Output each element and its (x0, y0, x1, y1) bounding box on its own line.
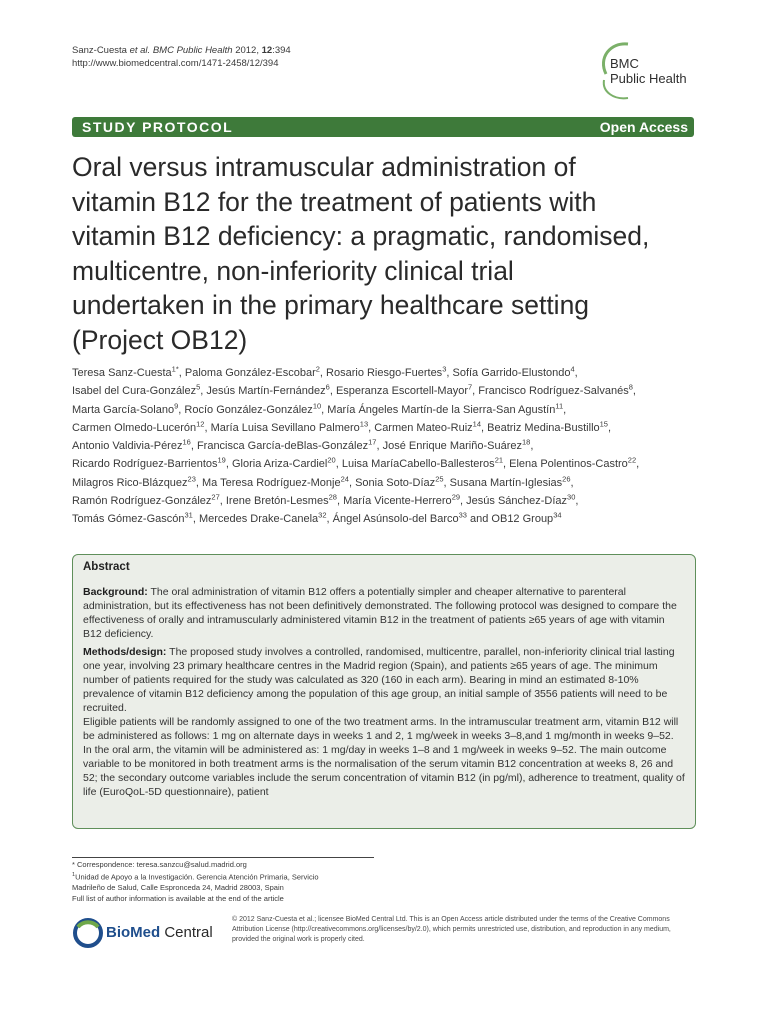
title-line: (Project OB12) (72, 324, 248, 355)
author-affiliation-sup: 11 (555, 400, 564, 410)
abstract-eligible (83, 715, 685, 799)
citation-line (72, 44, 291, 57)
affiliation-sup: 1 (72, 872, 76, 879)
author-affiliation-sup: 24 (340, 474, 349, 484)
author-affiliation-sup: 25 (435, 474, 444, 484)
citation-volume: 12 (261, 45, 273, 56)
author-affiliation-sup: 21 (494, 455, 504, 465)
abstract-box (72, 554, 696, 829)
affiliation-line1: Unidad de Apoyo a la Investigación. Gerencia Atención Primaria, Servicio (75, 872, 319, 882)
author-affiliation-sup: 18 (522, 437, 531, 447)
author-name: Teresa Sanz-Cuesta (72, 367, 172, 379)
author-affiliation-sup: 17 (368, 437, 377, 447)
open-access-label: Open Access (599, 119, 688, 135)
background-label: Background: (83, 586, 148, 598)
footnotes (72, 860, 402, 904)
author-name: Rosario Riesgo-Fuertes (326, 367, 443, 379)
author-name: Sonia Soto-Díaz (355, 476, 436, 489)
author-name: Susana Martín-Iglesias (449, 476, 563, 489)
author-affiliation-sup: 1* (171, 364, 179, 374)
author-name: José Enrique Mariño-Suárez (382, 440, 522, 453)
author-affiliation-sup: 12 (196, 419, 205, 429)
author-name: Francisca García-deBlas-González (196, 440, 369, 453)
citation-year: 2012, (235, 45, 259, 56)
author-affiliation-sup: 29 (451, 492, 461, 502)
author-affiliation-sup: 27 (211, 492, 220, 502)
methods-label: Methods/design: (83, 646, 167, 658)
biomed-central-logo (72, 916, 222, 950)
author-name: Mercedes Drake-Canela (198, 513, 319, 526)
author-affiliation-sup: 5 (196, 382, 201, 392)
author-name: Carmen Mateo-Ruiz (374, 421, 473, 434)
author-name: Ricardo Rodríguez-Barrientos (72, 458, 218, 471)
author-affiliation-sup: 28 (328, 492, 337, 502)
article-title (72, 150, 712, 357)
author-affiliation-sup: 19 (217, 455, 226, 465)
abstract-background (83, 585, 685, 641)
full-author-list-note: Full list of author information is available at the end of the article (72, 893, 284, 903)
author-name: Sofía Garrido-Elustondo (452, 367, 571, 379)
author-name: Jesús Sánchez-Díaz (466, 495, 568, 508)
author-name: María Ángeles Martín-de la Sierra-San Agustín (327, 403, 556, 416)
author-joiner: and (466, 513, 492, 526)
title-line: vitamin B12 for the treatment of patients with (72, 186, 597, 217)
author-affiliation-sup: 8 (628, 382, 633, 392)
abstract-methods (83, 645, 685, 715)
author-affiliation-sup: 7 (468, 382, 473, 392)
author-name: OB12 Group (491, 513, 554, 526)
author-name: Beatriz Medina-Bustillo (487, 421, 600, 434)
citation-url[interactable]: http://www.biomedcentral.com/1471-2458/12/394 (72, 58, 279, 69)
citation-header (72, 44, 291, 70)
author-name: Esperanza Escortell-Mayor (335, 385, 468, 398)
author-affiliation-sup: 15 (599, 419, 608, 429)
author-affiliation-sup: 33 (458, 510, 467, 520)
author-affiliation-sup: 31 (184, 510, 193, 520)
biomed-central-wordmark (106, 924, 213, 942)
author-name: Elena Polentinos-Castro (509, 458, 628, 471)
citation-journal: BMC Public Health (152, 45, 233, 56)
methods-text: The proposed study involves a controlled, randomised, multicentre, parallel, non-inferiority clinical trial lasting one year, involving 23 primary healthcare centres in the Madrid region (Spain), and patients ≥65 years of age. The minimum number of patients required for the study was calculated as 320 (160 in each arm). Bearing in mind an estimated 8-10% prevalence of vitamin B12 deficiency among the population of this age group, an initial sample of 3556 patients will need to be recruited. (83, 646, 675, 714)
author-affiliation-sup: 14 (472, 419, 482, 429)
author-affiliation-sup: 20 (327, 455, 336, 465)
author-name: Ramón Rodríguez-González (72, 495, 212, 508)
affiliation-note (72, 870, 402, 883)
author-affiliation-sup: 6 (325, 382, 330, 392)
journal-logo-line1: BMC (610, 56, 639, 71)
title-line: Oral versus intramuscular administration of (72, 152, 576, 182)
biomed-central-circle-icon (72, 917, 104, 949)
author-name: Milagros Rico-Blázquez (72, 476, 188, 489)
abstract-heading: Abstract (83, 561, 130, 573)
author-name: Irene Bretón-Lesmes (225, 495, 329, 508)
author-name: Rocío González-González (184, 403, 313, 416)
author-name: Isabel del Cura-González (72, 385, 197, 398)
author-name: Marta García-Solano (72, 403, 175, 416)
author-list: Teresa Sanz-Cuesta$^{1*}$, Paloma González-Escobar$^2$, Rosario Riesgo-Fuertes$^3$, Sofía Garrido-Elustondo$^4$, Isabel del Cura-González$^5$, Jesús Martín-Fernández$^6$, Esperanza Escortell-Mayor$^7$, Francisco Rodríguez-Salvanés$^8$, Marta García-Solano$^9$, Rocío González-González$^{10}$, María Ángeles Martín-de la Sierra-San Agustín$^{11}$, Carmen Olmedo-Lucerón$^{12}$, María Luisa Sevillano Palmero$^{13}$, Carmen Mateo-Ruiz$^{14}$, Beatriz Medina-Bustillo$^{15}$, Antonio Valdivia-Pérez$^{16}$, Francisca García-deBlas-González$^{17}$, José Enrique Mariño-Suárez$^{18}$, Ricardo Rodríguez-Barrientos$^{19}$, Gloria Ariza-Cardiel$^{20}$, Luisa MaríaCabello-Ballesteros$^{21}$, Elena Polentinos-Castro$^{22}$, Milagros Rico-Blázquez$^{23}$, Ma Teresa Rodríguez-Monje$^{24}$, Sonia Soto-Díaz$^{25}$, Susana Martín-Iglesias$^{26}$, Ramón Rodríguez-González$^{27}$, Irene Bretón-Lesmes$^{28}$, María Vicente-Herrero$^{29}$, Jesús Sánchez-Díaz$^{30}$, Tomás Gómez-Gascón$^{31}$, Mercedes Drake-Canela$^{32}$, Ángel Asúnsolo-del Barco$^{33}$ and OB12 Group$^{34}$ (72, 364, 640, 526)
affiliation-line2: Madrileño de Salud, Calle Espronceda 24, Madrid 28003, Spain (72, 883, 284, 893)
author-name: Francisco Rodríguez-Salvanés (478, 385, 629, 398)
author-name: Ma Teresa Rodríguez-Monje (202, 476, 341, 489)
citation-etal: et al. (129, 45, 151, 56)
article-type-banner (72, 117, 694, 137)
author-affiliation-sup: 10 (312, 400, 322, 410)
author-name: Ángel Asúnsolo-del Barco (332, 513, 459, 526)
author-affiliation-sup: 23 (187, 474, 196, 484)
correspondence-note: * Correspondence: teresa.sanzcu@salud.madrid.org (72, 860, 247, 869)
author-name: María Vicente-Herrero (343, 495, 452, 508)
eligible-text: Eligible patients will be randomly assigned to one of the two treatment arms. In the intramuscular treatment arm, vitamin B12 will be administered as follows: 1 mg on alternate days in weeks 1 and 2, 1 mg/week in weeks 3–8,and 1 mg/month in weeks 9–52. In the oral arm, the vitamin will be administered as: 1 mg/day in weeks 1–8 and 1 mg/week in weeks 9–52. The main outcome variable to be monitored in both treatment arms is the normalisation of the serum vitamin B12 concentration at weeks 8, 26 and 52; the secondary outcome variables include the serum concentration of vitamin B12 (in pg/ml), adherence to treatment, quality of life (EuroQoL-5D questionnaire), patient (83, 716, 685, 798)
author-name: Gloria Ariza-Cardiel (231, 458, 328, 471)
citation-article: :394 (272, 45, 291, 56)
author-affiliation-sup: 34 (553, 510, 562, 520)
author-affiliation-sup: 4 (570, 364, 575, 374)
author-affiliation-sup: 26 (562, 474, 571, 484)
author-affiliation-sup: 30 (567, 492, 576, 502)
journal-logo-line2: Public Health (610, 71, 687, 86)
article-type-label: STUDY PROTOCOL (82, 119, 234, 135)
biomed-word: BioMed (106, 924, 161, 941)
author-affiliation-sup: 2 (315, 364, 320, 374)
license-statement: © 2012 Sanz-Cuesta et al.; licensee BioMed Central Ltd. This is an Open Access article distributed under the terms of the Creative Commons Attribution License (http://creativecommons.org/licenses/by/2.0), which permits unrestricted use, distribution, and reproduction in any medium, provided the original work is properly cited. (232, 916, 671, 944)
journal-logo-text (610, 56, 687, 86)
author-name: María Luisa Sevillano Palmero (210, 421, 360, 434)
author-name: Antonio Valdivia-Pérez (72, 440, 183, 453)
author-affiliation-sup: 13 (359, 419, 369, 429)
author-name: Luisa MaríaCabello-Ballesteros (341, 458, 495, 471)
author-affiliation-sup: 3 (442, 364, 447, 374)
author-affiliation-sup: 16 (182, 437, 191, 447)
central-word: Central (164, 924, 213, 941)
title-line: undertaken in the primary healthcare setting (72, 290, 590, 320)
footnote-divider (72, 857, 374, 858)
author-name: Jesús Martín-Fernández (206, 385, 326, 398)
background-text: The oral administration of vitamin B12 offers a potentially simpler and cheaper alternative to parenteral administration, but its effectiveness has not been definitively demonstrated. The following protocol was designed to compare the effectiveness of orally and intramuscularly administered vitamin B12 in the treatment of patients ≥65 years of age with vitamin B12 deficiency. (83, 586, 677, 640)
author-affiliation-sup: 9 (174, 400, 179, 410)
citation-authors: Sanz-Cuesta (72, 45, 127, 56)
author-affiliation-sup: 22 (627, 455, 637, 465)
author-name: Carmen Olmedo-Lucerón (72, 421, 197, 434)
journal-logo (592, 40, 702, 102)
author-name: Tomás Gómez-Gascón (72, 513, 185, 526)
title-line: vitamin B12 deficiency: a pragmatic, randomised, (72, 221, 650, 251)
abstract-body (83, 585, 685, 803)
author-affiliation-sup: 32 (318, 510, 327, 520)
title-line: multicentre, non-inferiority clinical trial (72, 255, 514, 286)
author-name: Paloma González-Escobar (184, 367, 316, 379)
